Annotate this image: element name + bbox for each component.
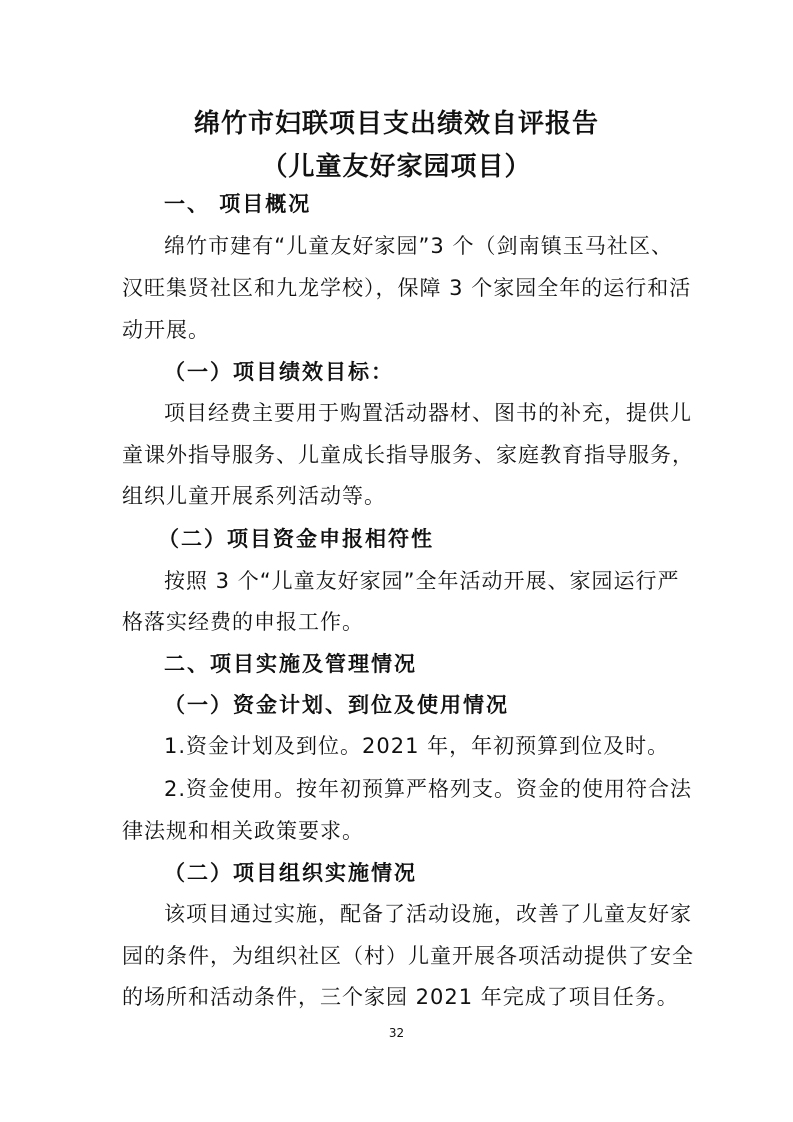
paragraph-line: 童课外指导服务、儿童成长指导服务、家庭教育指导服务， <box>122 443 694 467</box>
list-item: 1.资金计划及到位。2021 年，年初预算到位及时。 <box>164 734 670 758</box>
document-subtitle: （儿童友好家园项目） <box>261 152 532 182</box>
paragraph-line: 项目经费主要用于购置活动器材、图书的补充，提供儿 <box>164 401 692 425</box>
subsection-heading-goals: （一）项目绩效目标： <box>164 360 394 384</box>
page-number: 32 <box>388 1026 405 1040</box>
paragraph-line: 该项目通过实施，配备了活动设施，改善了儿童友好家 <box>164 902 692 926</box>
paragraph-line: 汉旺集贤社区和九龙学校），保障 3 个家园全年的运行和活 <box>122 276 692 300</box>
subsection-heading-funds-plan: （一）资金计划、到位及使用情况 <box>164 693 509 717</box>
paragraph-line: 园的条件，为组织社区（村）儿童开展各项活动提供了安全 <box>122 944 694 968</box>
subsection-heading-organization: （二）项目组织实施情况 <box>164 861 417 885</box>
section-heading-overview: 一、 项目概况 <box>164 192 312 216</box>
paragraph-line: 的场所和活动条件，三个家园 2021 年完成了项目任务。 <box>122 985 679 1009</box>
list-item: 律法规和相关政策要求。 <box>122 819 364 843</box>
list-item: 2.资金使用。按年初预算严格列支。资金的使用符合法 <box>164 777 693 801</box>
paragraph-line: 绵竹市建有“儿童友好家园”3 个（剑南镇玉马社区、 <box>164 234 673 258</box>
paragraph-line: 动开展。 <box>122 318 210 342</box>
paragraph-line: 按照 3 个“儿童友好家园”全年活动开展、家园运行严 <box>164 569 680 593</box>
subsection-heading-funding-match: （二）项目资金申报相符性 <box>158 527 434 551</box>
paragraph-line: 组织儿童开展系列活动等。 <box>122 484 386 508</box>
paragraph-line: 格落实经费的申报工作。 <box>122 610 364 634</box>
section-heading-implementation: 二、项目实施及管理情况 <box>164 652 417 676</box>
document-title: 绵竹市妇联项目支出绩效自评报告 <box>193 109 599 139</box>
